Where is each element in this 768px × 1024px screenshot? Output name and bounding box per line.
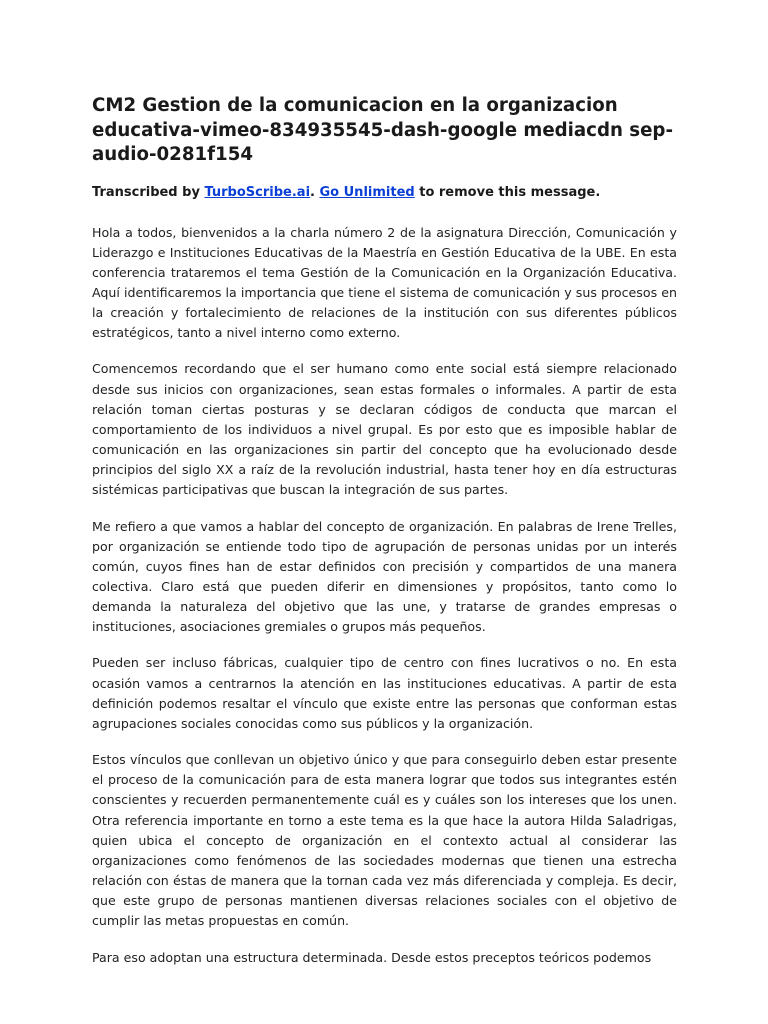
notice-suffix: to remove this message. (414, 184, 601, 200)
paragraph: Hola a todos, bienvenidos a la charla número 2 de la asignatura Dirección, Comunicación y Liderazgo e Instituciones Educativas de la Maestría en Gestión Educativa de la UBE. En esta conferencia trataremos el tema Gestión de la Comunicación en la Organización Educativa. Aquí identificaremos la importancia que tiene el sistema de comunicación y sus procesos en la creación y fortalecimiento de relaciones de la institución con sus diferentes públicos estratégicos, tanto a nivel interno como externo. (92, 224, 677, 341)
notice-separator: . (310, 184, 320, 200)
document-page (92, 94, 677, 968)
paragraph: Me refiero a que vamos a hablar del concepto de organización. En palabras de Irene Trelles, por organización se entiende todo tipo de agrupación de personas unidas por un interés común, cuyos fines han de estar definidos con precisión y compartidos de una manera colectiva. Claro está que pueden diferir en dimensiones y propósitos, tanto como lo demanda la naturaleza del objetivo que las une, y tratarse de grandes empresas o instituciones, asociaciones gremiales o grupos más pequeños. (92, 518, 677, 635)
turboscribe-link[interactable]: TurboScribe.ai (204, 184, 311, 200)
paragraph: Comencemos recordando que el ser humano como ente social está siempre relacionado desde sus inicios con organizaciones, sean estas formales o informales. A partir de esta relación toman ciertas posturas y se declaran códigos de conducta que marcan el comportamiento de los individuos a nivel grupal. Es por esto que es imposible hablar de comunicación en las organizaciones sin partir del concepto que ha evolucionado desde principios del siglo XX a raíz de la revolución industrial, hasta tener hoy en día estructuras sistémicas participativas que buscan la integración de sus partes. (92, 361, 677, 498)
go-unlimited-link[interactable]: Go Unlimited (319, 184, 415, 200)
paragraph: Pueden ser incluso fábricas, cualquier tipo de centro con fines lucrativos o no. En esta ocasión vamos a centrarnos la atención en las instituciones educativas. A partir de esta definición podemos resaltar el vínculo que existe entre las personas que conforman estas agrupaciones sociales conocidas como sus públicos y la organización. (92, 655, 677, 731)
document-title: CM2 Gestion de la comunicacion en la organizacion educativa-vimeo-834935545-dash-google mediacdn sep-audio-0281f154 (92, 95, 673, 165)
paragraph: Estos vínculos que conllevan un objetivo único y que para conseguirlo deben estar presente el proceso de la comunicación para de esta manera lograr que todos sus integrantes estén conscientes y recuerden permanentemente cuál es y cuáles son los intereses que los unen. Otra referencia importante en torno a este tema es la que hace la autora Hilda Saladrigas, quien ubica el concepto de organización en el contexto actual al considerar las organizaciones como fenómenos de las sociedades modernas que tienen una estrecha relación con éstas de manera que la tornan cada vez más diferenciada y compleja. Es decir, que este grupo de personas mantienen diversas relaciones sociales con el objetivo de cumplir las metas propuestas en común. (92, 752, 677, 929)
paragraph: Para eso adoptan una estructura determinada. Desde estos preceptos teóricos podemos (92, 949, 652, 965)
notice-prefix: Transcribed by (92, 184, 205, 200)
transcription-notice (92, 183, 677, 203)
